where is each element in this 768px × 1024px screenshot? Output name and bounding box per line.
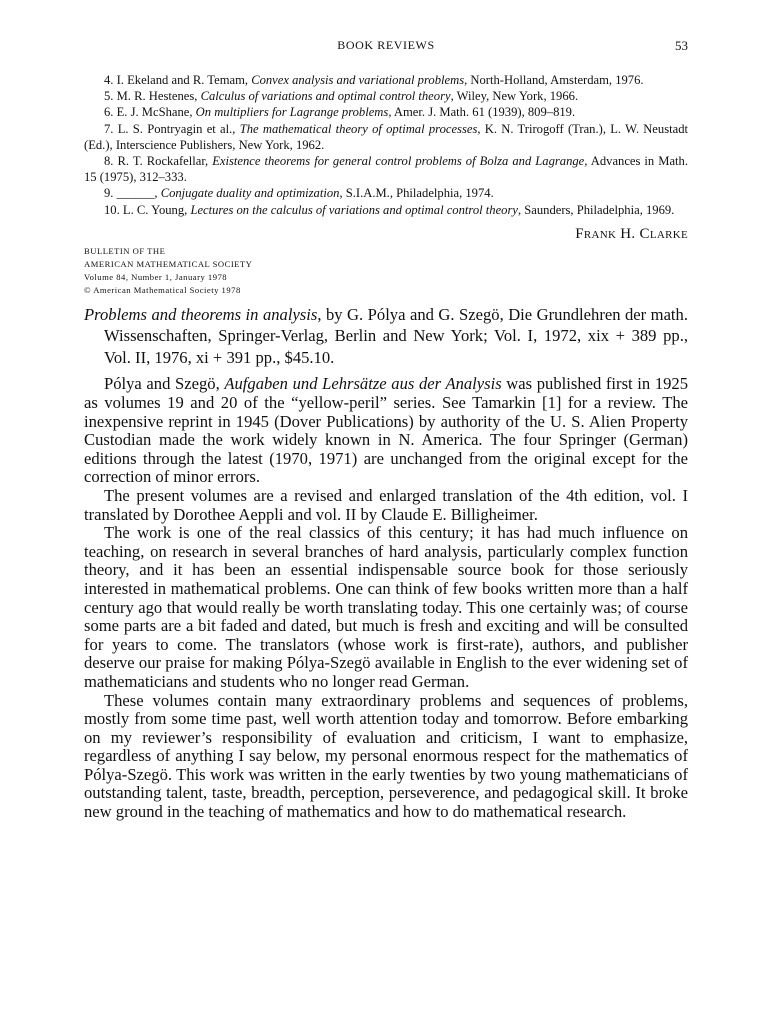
journal-line: BULLETIN OF THE (84, 245, 166, 256)
reference-title: Existence theorems for general control problems of Bolza and Lagrange (212, 154, 585, 169)
review-body (84, 375, 688, 821)
reference-author: L. C. Young, (119, 202, 191, 217)
document-page (84, 38, 688, 822)
reference-publisher: , Wiley, New York, 1966. (450, 89, 579, 104)
paragraph-text: Pólya and Szegö, (104, 374, 225, 394)
running-header (84, 38, 688, 58)
paragraph: These volumes contain many extraordinary problems and sequences of problems, mostly from some time past, well worth attention today and tomorrow. Before embarking on my reviewer’s responsibility of evaluation and criticism, I want to emphasize, regardless of anything I say below, my personal enormous respect for the mathematics of Pólya-Szegö. This work was written in the early twenties by two young mathematicians of outstanding talent, taste, breadth, perception, perseverence, and pedagogical skill. It broke new ground in the teaching of mathematics and how to do mathematical research. (84, 690, 688, 822)
reference-item (84, 121, 688, 153)
reference-item (84, 104, 688, 120)
reference-publisher: , North-Holland, Amsterdam, 1976. (464, 73, 644, 87)
journal-info (84, 245, 688, 298)
reference-number: 10. (104, 202, 120, 217)
reference-item (84, 185, 688, 201)
reference-number: 9. (104, 186, 114, 201)
paragraph: The work is one of the real classics of this century; it has had much influence on teaching, on research in several branches of hard analysis, particularly complex function theory, and it has been an essential indispensable source book for those seriously interested in mathematical problems. One can think of few books written more than a half century ago that would really be worth translating today. This one certainly was; of course some parts are a bit faded and dated, but much is fresh and exciting and will be consulted for years to come. The translators (whose work is first-rate), authors, and publisher deserve our praise for making Pólya-Szegö available in English to the ever widening set of mathematicians and students who no longer read German. (84, 523, 688, 691)
reference-title: On multipliers for Lagrange problems (195, 105, 389, 120)
reference-publisher: , K. N. Trirogoff (Tran.), L. W. Neustadt (Ed.), Interscience Publishers, New York, 1962. (84, 121, 688, 152)
reference-publisher: , Advances in Math. 15 (1975), 312–333. (84, 154, 688, 185)
reference-author: ______, (113, 186, 161, 201)
reference-item (84, 153, 688, 185)
reference-item (84, 202, 688, 218)
journal-copyright: © American Mathematical Society 1978 (84, 285, 241, 296)
paragraph (84, 375, 688, 487)
reference-number: 6. (104, 105, 114, 120)
reference-title: Calculus of variations and optimal control theory (200, 89, 451, 104)
reference-item (84, 72, 688, 88)
reference-author: E. J. McShane, (113, 105, 196, 120)
review-heading (84, 304, 688, 369)
reference-author: I. Ekeland and R. Temam, (113, 73, 252, 87)
cited-title: Aufgaben und Lehrsätze aus der Analysis (224, 374, 502, 394)
journal-line: AMERICAN MATHEMATICAL SOCIETY (84, 259, 253, 270)
paragraph-text: was published first in 1925 as volumes 19 and 20 of the “yellow-peril” series. See Tamarkin [1] for a review. The inexpensive reprint in 1945 (Dover Publications) by authority of the U. S. Alien Property Custodian made the work widely known in N. America. The four Springer (German) editions through the latest (1970, 1971) are unchanged from the original except for the correction of minor errors. (84, 374, 689, 487)
page-number: 53 (675, 38, 688, 53)
reference-publisher: , S.I.A.M., Philadelphia, 1974. (339, 186, 494, 201)
reference-item (84, 88, 688, 104)
journal-volume: Volume 84, Number 1, January 1978 (84, 272, 228, 283)
paragraph: The present volumes are a revised and enlarged translation of the 4th edition, vol. I translated by Dorothee Aeppli and vol. II by Claude E. Billigheimer. (84, 485, 688, 524)
reference-title: Lectures on the calculus of variations and optimal control theory (190, 202, 518, 217)
reference-author: M. R. Hestenes, (113, 89, 201, 104)
reference-publisher: , Saunders, Philadelphia, 1969. (517, 202, 675, 217)
reference-number: 7. (104, 121, 114, 136)
reference-list (84, 72, 688, 218)
running-title: BOOK REVIEWS (337, 38, 435, 52)
reference-title: Convex analysis and variational problems (251, 73, 465, 87)
reference-number: 5. (104, 89, 114, 104)
reference-author: L. S. Pontryagin et al., (113, 121, 240, 136)
reviewer-signature: Frank H. Clarke (575, 225, 688, 242)
reference-number: 4. (104, 73, 114, 87)
book-citation: , by G. Pólya and G. Szegö, Die Grundlehren der math. Wissenschaften, Springer-Verlag, Berlin and New York; Vol. I, 1972, xix + 389 pp., Vol. II, 1976, xi + 391 pp., $45.10. (104, 304, 688, 367)
reference-publisher: , Amer. J. Math. 61 (1939), 809–819. (388, 105, 576, 120)
reference-author: R. T. Rockafellar, (113, 154, 213, 169)
reference-number: 8. (104, 154, 114, 169)
reference-title: The mathematical theory of optimal processes (239, 121, 478, 136)
reference-title: Conjugate duality and optimization (160, 186, 340, 201)
book-title: Problems and theorems in analysis (84, 304, 318, 324)
